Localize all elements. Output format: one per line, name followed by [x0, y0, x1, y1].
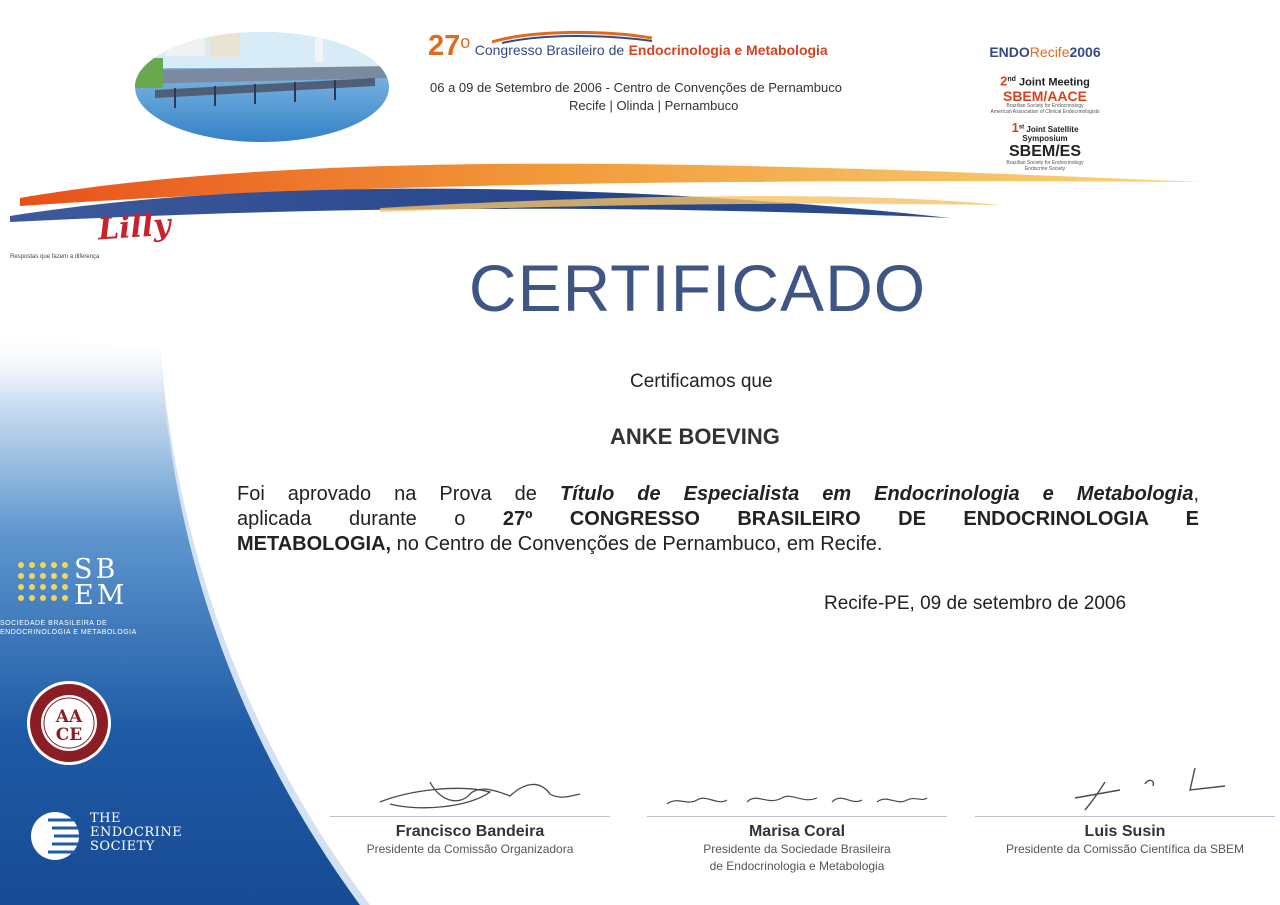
signature-block-2 — [647, 772, 947, 875]
sbem-dots-icon — [16, 560, 72, 610]
lilly-tagline: Respostas que fazem a diferença — [10, 254, 100, 260]
endocrine-society-text: THE ENDOCRINE SOCIETY — [90, 811, 183, 854]
certificate-intro: Certificamos que — [630, 371, 773, 392]
signatory-role: Presidente da Comissão Organizadora — [366, 842, 574, 856]
certificate-title: CERTIFICADO — [468, 251, 927, 325]
signature-block-3 — [975, 760, 1275, 858]
joint-meeting-detail-1: Brazilian Society for Endocrinology — [1006, 102, 1084, 109]
signatory-name: Francisco Bandeira — [395, 823, 545, 840]
signatory-role-2: de Endocrinologia e Metabologia — [709, 859, 885, 873]
signatory-name: Marisa Coral — [748, 823, 846, 840]
joint-meeting-orgs: SBEM/AACE — [1002, 87, 1087, 104]
body-line-3: METABOLOGIA, no Centro de Convenções de Pernambuco, em Recife. — [237, 533, 883, 555]
signatory-name: Luis Susin — [1084, 823, 1166, 840]
body-line-2: aplicada durante o 27º CONGRESSO BRASILEIRO DE ENDOCRINOLOGIA E — [237, 508, 1199, 530]
joint-meeting: 2nd Joint Meeting — [1000, 73, 1090, 89]
dates-venue: 06 a 09 de Setembro de 2006 - Centro de Convenções de Pernambuco — [430, 80, 842, 95]
certificate-body — [237, 482, 1199, 557]
signatory-role: Presidente da Comissão Científica da SBEM — [1005, 842, 1245, 856]
joint-satellite-detail-1: Brazilian Society for Endocrinology — [1006, 159, 1084, 166]
signature-scribble-3 — [1025, 760, 1225, 816]
congress-title-b: Endocrinologia e Metabologia — [628, 42, 828, 58]
date-place: Recife-PE, 09 de setembro de 2006 — [824, 593, 1127, 614]
aace-text-2: CE — [55, 725, 83, 745]
lilly-logo: Lilly — [96, 207, 172, 248]
signature-scribble-1 — [350, 772, 590, 816]
joint-satellite-detail-2: Endocrine Society — [1024, 165, 1066, 172]
aace-seal-icon — [26, 680, 112, 766]
signature-scribble-2 — [657, 772, 937, 816]
endocrine-society-icon — [30, 810, 80, 862]
congress-title-a: Congresso Brasileiro de — [474, 42, 625, 58]
endocrine-society-logo — [30, 810, 183, 867]
signature-block-1 — [330, 772, 610, 858]
joint-meeting-detail-2: American Association of Clinical Endocrinologists — [990, 108, 1100, 115]
sbem-letters: SB EM — [74, 554, 128, 611]
recipient-name: ANKE BOEVING — [610, 424, 780, 449]
sbem-caption: SOCIEDADE BRASILEIRA DE ENDOCRINOLOGIA E METABOLOGIA — [0, 620, 137, 636]
aace-text-1: AA — [55, 707, 83, 727]
decorative-swoosh — [0, 150, 1280, 250]
endo-recife-logo: ENDORecife2006 — [989, 44, 1101, 60]
congress-number: 27 — [428, 30, 461, 62]
congress-degree: o — [460, 32, 471, 52]
joint-satellite: 1st Joint Satellite Symposium — [1011, 119, 1079, 143]
joint-satellite-orgs: SBEM/ES — [1008, 142, 1081, 160]
body-line-1: Foi aprovado na Prova de Título de Especialista em Endocrinologia e Metabologia, — [237, 483, 1200, 505]
bridge-photo — [135, 28, 390, 146]
signatory-role: Presidente da Sociedade Brasileira — [703, 842, 891, 856]
cities: Recife | Olinda | Pernambuco — [569, 98, 739, 113]
title-swoosh — [492, 30, 652, 44]
